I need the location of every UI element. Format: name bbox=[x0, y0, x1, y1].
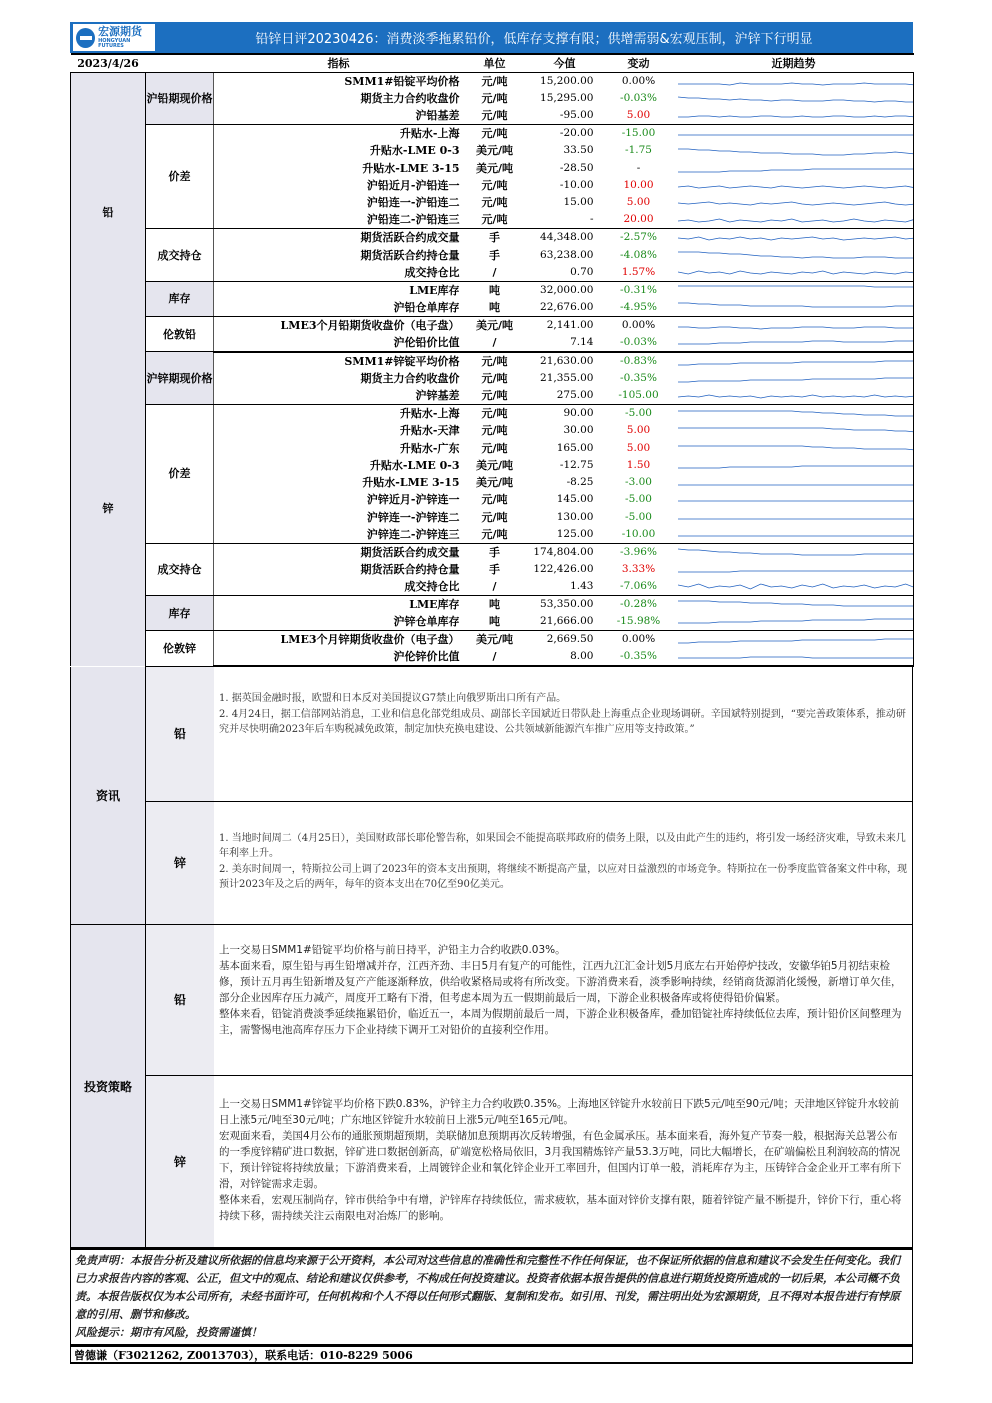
change-cell: 0.00% bbox=[621, 318, 656, 331]
report-date: 2023/4/26 bbox=[71, 54, 146, 73]
sparkline-path bbox=[678, 219, 914, 222]
trend-sparkline bbox=[674, 211, 914, 229]
value-cell: 53,350.00 bbox=[540, 598, 594, 611]
trend-sparkline bbox=[674, 509, 914, 526]
sparkline-path bbox=[678, 341, 914, 344]
change-cell: -15.00 bbox=[621, 127, 656, 140]
strategy-zinc-row bbox=[146, 1075, 912, 1247]
indicator-table bbox=[70, 53, 914, 667]
sparkline-path bbox=[678, 97, 914, 103]
indicator-name: 期货活跃合约持仓量 bbox=[360, 563, 460, 576]
unit-cell: 元/吨 bbox=[481, 75, 508, 88]
news-zinc-label: 锌 bbox=[146, 802, 214, 925]
value-cell: - bbox=[526, 211, 604, 229]
indicator-name: 升贴水-LME 0-3 bbox=[369, 144, 460, 158]
change-cell: 20.00 bbox=[604, 211, 674, 229]
sparkline-path bbox=[678, 202, 914, 205]
sparkline-path bbox=[678, 466, 914, 468]
sparkline-path bbox=[678, 619, 914, 623]
unit-cell: 元/吨 bbox=[464, 211, 526, 229]
news-lead-line-2: 2. 4月24日，据工信部网站消息，工业和信息化部党组成员、副部长辛国斌近日带队赴上海重点企业现场调研。辛国斌特别提到，“要完善政策体系，推动研究并尽快明确2023年后车购税减免政策，制定加快充换电建设、公共领域新能源汽车推广应用等支持政策。” bbox=[219, 708, 906, 736]
sparkline-path bbox=[678, 549, 914, 555]
unit-cell: 美元/吨 bbox=[475, 318, 514, 332]
value-cell: -8.25 bbox=[566, 476, 594, 489]
change-cell: -3.00 bbox=[625, 476, 652, 489]
indicator-name: 升贴水-天津 bbox=[399, 424, 460, 438]
change-cell: -0.03% bbox=[620, 92, 657, 105]
indicator-name: 沪铅基差 bbox=[214, 107, 464, 125]
table-row bbox=[71, 229, 914, 247]
change-cell: 5.00 bbox=[626, 424, 651, 437]
table-row bbox=[71, 405, 914, 423]
change-cell: -0.28% bbox=[620, 598, 657, 611]
change-cell: 10.00 bbox=[623, 179, 654, 192]
value-cell: 90.00 bbox=[563, 407, 594, 420]
value-cell: -28.50 bbox=[559, 161, 594, 174]
value-cell: 15,200.00 bbox=[540, 75, 594, 87]
trend-sparkline bbox=[674, 613, 914, 631]
trend-sparkline bbox=[674, 561, 914, 578]
trend-sparkline bbox=[674, 194, 914, 211]
unit-cell: 元/吨 bbox=[481, 407, 508, 421]
change-cell: -0.35% bbox=[620, 371, 657, 384]
trend-sparkline bbox=[674, 405, 914, 423]
unit-cell: 元/吨 bbox=[481, 179, 508, 193]
sparkline-path bbox=[678, 428, 914, 432]
indicator-name: 沪铅近月-沪铅连一 bbox=[366, 179, 460, 193]
strategy-zinc-line-2: 宏观面来看，美国4月公布的通胀预期超预期，美联储加息预期再次反转增强，有色金属承压。基本面来看，海外复产节奏一般，根据海关总署公布的一季度锌精矿进口数据，锌矿进口数据创新高，矿端宽松格局依旧，3月我国精炼锌产量53.3万吨，同比大幅增长，在矿端偏松且利润较高的情况下，预计锌锭将持续放量；下游消费来看，上周镀锌企业和氧化锌企业开工率回升，但国内订单一般，消耗库存为主，压铸锌合金企业开工率有所下滑，对锌锭需求走弱。 bbox=[219, 1129, 902, 1190]
group-label: 价差 bbox=[146, 125, 214, 229]
strategy-lead-line-2: 基本面来看，原生铅与再生铅增减并存，江西齐劲、丰日5月有复产的可能性，江西九江汇金计划5月底左右开始停炉技改，安徽华铂5月初结束检修，预计五月再生铅新增及复产产能逐渐释放，供给收紧格局或将有所改变。下游消费来看，淡季影响持续，经销商货源消化缓慢，新增订单欠佳，部分企业因库存压力减产，周度开工略有下滑，但考虑本周为五一假期前最后一周，下游企业积极备库或将使得铅价偏紧。 bbox=[219, 960, 902, 1005]
strategy-zinc-label: 锌 bbox=[146, 1076, 214, 1247]
unit-cell: 元/吨 bbox=[464, 387, 526, 405]
trend-sparkline bbox=[674, 177, 914, 194]
value-cell: 30.00 bbox=[563, 424, 594, 437]
risk-warning: 风险提示：期市有风险，投资需谨慎！ bbox=[75, 1326, 262, 1340]
table-row bbox=[71, 631, 914, 649]
trend-sparkline bbox=[674, 370, 914, 387]
value-cell: 165.00 bbox=[556, 441, 594, 454]
unit-cell: 手 bbox=[489, 545, 500, 559]
indicator-name: 沪伦铅价比值 bbox=[214, 334, 464, 352]
trend-sparkline bbox=[674, 631, 914, 649]
unit-cell: 美元/吨 bbox=[475, 633, 514, 647]
strategy-lead-line-3: 整体来看，铅锭消费淡季延续拖累铅价，临近五一，本周为假期前最后一周，下游企业积极备库，叠加铅锭社库持续低位去库，预计铅价区间整理为主，需警惕电池高库存压力下企业持续下调开工对铅价的直接利空作用。 bbox=[219, 1008, 902, 1037]
indicator-name: LME库存 bbox=[409, 598, 460, 612]
group-label: 沪铅期现价格 bbox=[146, 73, 214, 125]
news-zinc-line-2: 2. 美东时间周一，特斯拉公司上调了2023年的资本支出预期，将继续不断提高产量，以应对日益激烈的市场竞争。特斯拉在一份季度监管备案文件中称，现预计2023年及之后的两年，每年的资本支出在70亿至90亿美元。 bbox=[219, 863, 908, 891]
table-row bbox=[71, 125, 914, 143]
trend-sparkline bbox=[674, 90, 914, 107]
unit-cell: 吨 bbox=[489, 598, 500, 612]
sparkline-path bbox=[678, 237, 914, 240]
trend-sparkline bbox=[674, 474, 914, 491]
group-label: 伦敦锌 bbox=[146, 631, 214, 667]
group-label: 库存 bbox=[146, 281, 214, 316]
change-cell: -5.00 bbox=[625, 407, 652, 420]
group-label: 成交持仓 bbox=[146, 229, 214, 281]
strategy-zinc-line-3: 整体来看，宏观压制尚存，锌市供给争中有增，沪锌库存持续低位，需求疲软，基本面对锌价支撑有限，随着锌锭产量不断提升，锌价下行，重心将持续下移，需持续关注云南限电对冶炼厂的影响。 bbox=[219, 1193, 902, 1222]
change-cell: -0.83% bbox=[620, 354, 657, 367]
unit-cell: 美元/吨 bbox=[475, 144, 514, 158]
unit-cell: / bbox=[464, 264, 526, 282]
unit-cell: / bbox=[464, 578, 526, 596]
table-row bbox=[71, 316, 914, 334]
sparkline-path bbox=[678, 395, 914, 398]
value-cell: 21,630.00 bbox=[540, 354, 594, 367]
value-cell: 44,348.00 bbox=[540, 231, 594, 244]
group-label: 成交持仓 bbox=[146, 543, 214, 595]
table-header-row bbox=[71, 54, 914, 73]
trend-sparkline bbox=[674, 229, 914, 247]
change-cell: 5.00 bbox=[626, 441, 651, 454]
trend-sparkline bbox=[674, 142, 914, 159]
change-cell: 0.00% bbox=[621, 75, 656, 87]
unit-cell: 元/吨 bbox=[481, 196, 508, 210]
sparkline-path bbox=[678, 83, 914, 85]
unit-cell: 元/吨 bbox=[464, 107, 526, 125]
strategy-lead-label: 铅 bbox=[146, 925, 214, 1075]
unit-cell: 元/吨 bbox=[481, 441, 508, 455]
indicator-name: 升贴水-广东 bbox=[399, 441, 460, 455]
trend-sparkline bbox=[674, 387, 914, 405]
value-cell: 33.50 bbox=[563, 144, 594, 157]
value-cell: 7.14 bbox=[526, 334, 604, 352]
unit-cell: 吨 bbox=[464, 299, 526, 317]
unit-cell: 美元/吨 bbox=[475, 458, 514, 472]
indicator-name: 沪锌连二-沪锌连三 bbox=[214, 526, 464, 544]
sparkline-path bbox=[678, 186, 914, 188]
news-lead-row bbox=[146, 667, 912, 800]
unit-cell: 吨 bbox=[464, 613, 526, 631]
indicator-name: 升贴水-LME 0-3 bbox=[369, 458, 460, 472]
unit-cell: 元/吨 bbox=[464, 526, 526, 544]
change-cell: 5.00 bbox=[626, 196, 651, 209]
trend-sparkline bbox=[674, 352, 914, 370]
value-cell: -20.00 bbox=[559, 127, 594, 140]
trend-sparkline bbox=[674, 439, 914, 456]
value-cell: 21,355.00 bbox=[540, 371, 594, 384]
value-cell: 1.43 bbox=[526, 578, 604, 596]
category-label: 锌 bbox=[71, 352, 146, 666]
indicator-name: 成交持仓比 bbox=[214, 578, 464, 596]
trend-sparkline bbox=[674, 73, 914, 91]
indicator-name: 沪锌近月-沪锌连一 bbox=[366, 493, 460, 507]
unit-cell: 元/吨 bbox=[481, 354, 508, 368]
unit-cell: 元/吨 bbox=[481, 493, 508, 507]
change-cell: -7.06% bbox=[604, 578, 674, 596]
change-cell: -0.31% bbox=[620, 283, 657, 296]
sparkline-path bbox=[678, 149, 914, 155]
contact-line: 曾德谦（F3021262, Z0013703），联系电话：010-8229 5006 bbox=[70, 1345, 913, 1364]
change-cell: 5.00 bbox=[604, 107, 674, 125]
logo-mark-icon bbox=[76, 28, 95, 48]
indicator-name: 成交持仓比 bbox=[214, 264, 464, 282]
category-label: 铅 bbox=[71, 73, 146, 352]
value-cell: 122,426.00 bbox=[533, 563, 594, 575]
indicator-name: LME3个月铅期货收盘价（电子盘） bbox=[280, 318, 460, 332]
unit-cell: 手 bbox=[489, 248, 500, 262]
strategy-title: 投资策略 bbox=[71, 925, 146, 1247]
change-cell: -105.00 bbox=[604, 387, 674, 405]
news-zinc-row bbox=[146, 801, 912, 925]
report-page bbox=[70, 22, 913, 1364]
strategy-lead-row bbox=[146, 925, 912, 1075]
change-cell: -5.00 bbox=[625, 493, 652, 506]
news-lead-line-1: 1. 据英国金融时报，欧盟和日本反对美国提议G7禁止向俄罗斯出口所有产品。 bbox=[219, 693, 567, 705]
unit-cell: 元/吨 bbox=[481, 510, 508, 524]
unit-cell: / bbox=[464, 648, 526, 666]
trend-sparkline bbox=[674, 107, 914, 125]
change-cell: 1.57% bbox=[604, 264, 674, 282]
header-indicator: 指标 bbox=[214, 54, 464, 73]
change-cell: -1.75 bbox=[625, 144, 652, 157]
trend-sparkline bbox=[674, 125, 914, 143]
trend-sparkline bbox=[674, 596, 914, 614]
sparkline-path bbox=[678, 571, 914, 572]
sparkline-path bbox=[678, 303, 914, 307]
sparkline-path bbox=[678, 271, 914, 274]
indicator-name: 升贴水-上海 bbox=[399, 127, 460, 141]
header-trend: 近期趋势 bbox=[674, 54, 914, 73]
table-row bbox=[71, 352, 914, 370]
indicator-name: 期货活跃合约持仓量 bbox=[360, 248, 460, 262]
value-cell: -12.75 bbox=[559, 458, 594, 471]
change-cell: 0.00% bbox=[621, 633, 656, 646]
sparkline-path bbox=[678, 446, 914, 450]
indicator-name: 沪锌基差 bbox=[214, 387, 464, 405]
value-cell: 125.00 bbox=[526, 526, 604, 544]
unit-cell: 手 bbox=[489, 231, 500, 245]
trend-sparkline bbox=[674, 578, 914, 596]
trend-sparkline bbox=[674, 648, 914, 666]
report-banner bbox=[70, 22, 913, 53]
table-row bbox=[71, 73, 914, 91]
trend-sparkline bbox=[674, 264, 914, 282]
trend-sparkline bbox=[674, 422, 914, 439]
news-lead-label: 铅 bbox=[146, 667, 214, 800]
unit-cell: 元/吨 bbox=[481, 92, 508, 106]
value-cell: -95.00 bbox=[526, 107, 604, 125]
value-cell: 15.00 bbox=[563, 196, 594, 209]
trend-sparkline bbox=[674, 281, 914, 299]
strategy-section bbox=[70, 925, 913, 1248]
sparkline-path bbox=[678, 116, 914, 117]
indicator-name: 升贴水-LME 3-15 bbox=[362, 476, 460, 490]
sparkline-path bbox=[678, 411, 914, 416]
sparkline-path bbox=[678, 601, 914, 606]
indicator-name: 期货主力合约收盘价 bbox=[360, 371, 460, 385]
table-row bbox=[71, 281, 914, 299]
value-cell: 21,666.00 bbox=[526, 613, 604, 631]
value-cell: 63,238.00 bbox=[540, 248, 594, 261]
company-logo bbox=[73, 24, 155, 51]
unit-cell: 元/吨 bbox=[481, 424, 508, 438]
header-unit: 单位 bbox=[464, 54, 526, 73]
value-cell: 2,141.00 bbox=[546, 318, 594, 331]
value-cell: -10.00 bbox=[559, 179, 594, 192]
value-cell: 130.00 bbox=[556, 510, 594, 523]
change-cell: -10.00 bbox=[604, 526, 674, 544]
unit-cell: 美元/吨 bbox=[475, 476, 514, 490]
sparkline-path bbox=[678, 135, 914, 138]
value-cell: 275.00 bbox=[526, 387, 604, 405]
trend-sparkline bbox=[674, 491, 914, 508]
change-cell: 3.33% bbox=[621, 563, 656, 575]
sparkline-path bbox=[678, 638, 914, 643]
trend-sparkline bbox=[674, 316, 914, 334]
value-cell: 15,295.00 bbox=[540, 92, 594, 105]
indicator-name: 沪锌连一-沪锌连二 bbox=[366, 510, 460, 524]
indicator-name: 沪铅连二-沪铅连三 bbox=[214, 211, 464, 229]
value-cell: 8.00 bbox=[526, 648, 604, 666]
change-cell: - bbox=[636, 161, 641, 174]
value-cell: 145.00 bbox=[556, 493, 594, 506]
group-label: 沪锌期现价格 bbox=[146, 352, 214, 405]
trend-sparkline bbox=[674, 526, 914, 544]
header-change: 变动 bbox=[604, 54, 674, 73]
indicator-name: 沪铅连一-沪铅连二 bbox=[366, 196, 460, 210]
sparkline-path bbox=[678, 376, 914, 382]
table-row bbox=[71, 596, 914, 614]
value-cell: 0.70 bbox=[526, 264, 604, 282]
indicator-name: SMM1#锌锭平均价格 bbox=[344, 354, 460, 368]
unit-cell: 吨 bbox=[489, 283, 500, 297]
group-label: 价差 bbox=[146, 405, 214, 544]
indicator-name: 沪伦锌价比值 bbox=[214, 648, 464, 666]
sparkline-path bbox=[678, 252, 914, 258]
table-row bbox=[71, 543, 914, 561]
trend-sparkline bbox=[674, 160, 914, 177]
indicator-name: 期货主力合约收盘价 bbox=[360, 92, 460, 106]
change-cell: 1.50 bbox=[626, 458, 651, 471]
value-cell: 32,000.00 bbox=[540, 283, 594, 296]
indicator-name: 升贴水-LME 3-15 bbox=[362, 161, 460, 175]
disclaimer bbox=[70, 1248, 913, 1345]
change-cell: -0.03% bbox=[604, 334, 674, 352]
change-cell: -4.95% bbox=[604, 299, 674, 317]
change-cell: -2.57% bbox=[620, 231, 657, 244]
logo-text: 宏源期货 HONGYUAN FUTURES bbox=[98, 25, 143, 49]
sparkline-path bbox=[678, 584, 914, 589]
unit-cell: 元/吨 bbox=[481, 371, 508, 385]
indicator-name: 升贴水-上海 bbox=[399, 407, 460, 421]
news-zinc-line-1: 1. 当地时间周二（4月25日），美国财政部长耶伦警告称，如果国会不能提高联邦政府的债务上限，以及由此产生的违约，将引发一场经济灾难，导致未来几年利率上升。 bbox=[219, 832, 906, 860]
unit-cell: / bbox=[464, 334, 526, 352]
strategy-zinc-line-1: 上一交易日SMM1#锌锭平均价格下跌0.83%，沪锌主力合约收跌0.35%。上海地区锌锭升水较前日下跌5元/吨至90元/吨；天津地区锌锭升水较前日上涨5元/吨至30元/吨；广东地区锌锭升水较前日上涨5元/吨至165元/吨。 bbox=[219, 1097, 900, 1126]
indicator-name: LME3个月锌期货收盘价（电子盘） bbox=[280, 633, 460, 647]
trend-sparkline bbox=[674, 299, 914, 317]
value-cell: 174,804.00 bbox=[533, 545, 594, 558]
indicator-name: SMM1#铅锭平均价格 bbox=[344, 75, 460, 88]
value-cell: 22,676.00 bbox=[526, 299, 604, 317]
indicator-name: 期货活跃合约成交量 bbox=[360, 545, 460, 559]
sparkline-path bbox=[678, 657, 914, 658]
indicator-name: 沪锌仓单库存 bbox=[214, 613, 464, 631]
trend-sparkline bbox=[674, 246, 914, 263]
trend-sparkline bbox=[674, 457, 914, 474]
change-cell: -3.96% bbox=[620, 545, 657, 558]
sparkline-path bbox=[678, 359, 914, 365]
report-title: 铅锌日评20230426：消费淡季拖累铅价，低库存支撑有限；供增需弱&宏观压制，沪锌下行明显 bbox=[255, 32, 813, 47]
news-section bbox=[70, 667, 913, 925]
strategy-lead-line-1: 上一交易日SMM1#铅锭平均价格与前日持平，沪铅主力合约收跌0.03%。 bbox=[219, 944, 566, 957]
change-cell: -15.98% bbox=[604, 613, 674, 631]
value-cell: 2,669.50 bbox=[546, 633, 594, 646]
sparkline-path bbox=[678, 286, 914, 294]
trend-sparkline bbox=[674, 543, 914, 561]
header-today: 今值 bbox=[526, 54, 604, 73]
sparkline-path bbox=[678, 169, 914, 172]
unit-cell: 元/吨 bbox=[481, 127, 508, 141]
unit-cell: 手 bbox=[489, 563, 500, 576]
group-label: 库存 bbox=[146, 596, 214, 631]
group-label: 伦敦铅 bbox=[146, 316, 214, 352]
change-cell: -4.08% bbox=[620, 248, 657, 261]
unit-cell: 美元/吨 bbox=[475, 161, 514, 175]
change-cell: -5.00 bbox=[625, 510, 652, 523]
indicator-name: 期货活跃合约成交量 bbox=[360, 231, 460, 245]
indicator-name: LME库存 bbox=[409, 283, 460, 297]
disclaimer-text: 免责声明：本报告分析及建议所依据的信息均来源于公开资料，本公司对这些信息的准确性和完整性不作任何保证，也不保证所依据的信息和建议不会发生任何变化。我们已力求报告内容的客观、公正，但文中的观点、结论和建议仅供参考，不构成任何投资建议。投资者依据本报告提供的信息进行期货投资所造成的一切后果，本公司概不负责。本报告版权仅为本公司所有，未经书面许可，任何机构和个人不得以任何形式翻版、复制和发布。如引用、刊发，需注明出处为宏源期货，且不得对本报告进行有悖原意的引用、删节和修改。 bbox=[75, 1254, 900, 1322]
trend-sparkline bbox=[674, 334, 914, 352]
sparkline-path bbox=[678, 327, 914, 329]
news-title: 资讯 bbox=[71, 667, 146, 924]
indicator-name: 沪铅仓单库存 bbox=[214, 299, 464, 317]
change-cell: -0.35% bbox=[604, 648, 674, 666]
